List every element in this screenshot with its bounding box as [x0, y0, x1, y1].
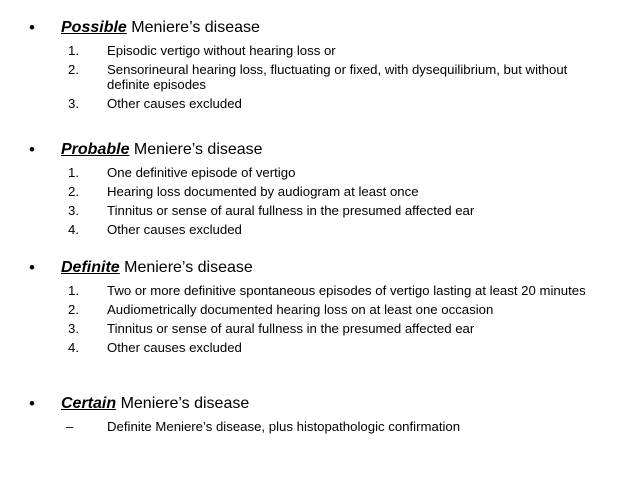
heading-rest: Meniere’s disease	[119, 259, 253, 276]
list-item-number: 3.	[68, 203, 79, 218]
list-item-number: 4.	[68, 222, 79, 237]
section-heading-line	[0, 393, 638, 415]
list-item-text: Other causes excluded	[107, 222, 242, 237]
bullet-icon: •	[29, 140, 35, 159]
list-item-number: 3.	[68, 96, 79, 111]
heading-keyword: Possible	[61, 19, 127, 36]
list-item-text: Audiometrically documented hearing loss on at least one occasion	[107, 302, 494, 317]
list-item-number: 2.	[68, 302, 79, 317]
list-item	[0, 222, 638, 237]
list-item-text: Hearing loss documented by audiogram at least once	[107, 184, 419, 199]
list-item	[0, 165, 638, 180]
section-certain	[0, 393, 638, 438]
list-item	[0, 62, 638, 92]
list-item-text: One definitive episode of vertigo	[107, 165, 296, 180]
list-item	[0, 302, 638, 317]
section-heading	[61, 17, 260, 39]
heading-rest: Meniere’s disease	[129, 141, 263, 158]
list-item	[0, 184, 638, 199]
section-heading	[61, 393, 249, 415]
list-item-number: 1.	[68, 283, 79, 298]
criteria-list	[0, 283, 638, 355]
list-item	[0, 419, 638, 434]
list-item-text: Sensorineural hearing loss, fluctuating or fixed, with dysequilibrium, but without definite episodes	[107, 62, 568, 92]
list-item	[0, 340, 638, 355]
criteria-list	[0, 419, 638, 434]
list-item-text: Definite Meniere’s disease, plus histopathologic confirmation	[107, 419, 461, 434]
list-item	[0, 283, 638, 298]
section-heading	[61, 139, 263, 161]
list-item-number: 4.	[68, 340, 79, 355]
list-item-text: Episodic vertigo without hearing loss or	[107, 43, 336, 58]
list-item-number: 2.	[68, 184, 79, 199]
heading-keyword: Certain	[61, 395, 117, 412]
list-item-text: Other causes excluded	[107, 96, 242, 111]
section-heading	[61, 257, 253, 279]
section-heading-line	[0, 17, 638, 39]
heading-rest: Meniere’s disease	[126, 19, 260, 36]
heading-keyword: Definite	[61, 259, 120, 276]
list-item-text: Tinnitus or sense of aural fullness in the presumed affected ear	[107, 203, 475, 218]
list-item-text: Two or more definitive spontaneous episodes of vertigo lasting at least 20 minutes	[107, 283, 586, 298]
section-possible	[0, 17, 638, 115]
list-item-number: 3.	[68, 321, 79, 336]
list-item-number: 1.	[68, 165, 79, 180]
list-item	[0, 321, 638, 336]
criteria-list	[0, 165, 638, 237]
bullet-icon: •	[29, 258, 35, 277]
section-heading-line	[0, 257, 638, 279]
list-item-number: 2.	[68, 62, 79, 77]
heading-keyword: Probable	[61, 141, 130, 158]
section-definite	[0, 257, 638, 359]
list-item	[0, 43, 638, 58]
list-item	[0, 96, 638, 111]
section-probable	[0, 139, 638, 241]
section-heading-line	[0, 139, 638, 161]
list-item-text: Tinnitus or sense of aural fullness in the presumed affected ear	[107, 321, 475, 336]
criteria-list	[0, 43, 638, 111]
list-item-dash: –	[66, 419, 74, 434]
bullet-icon: •	[29, 394, 35, 413]
list-item	[0, 203, 638, 218]
list-item-number: 1.	[68, 43, 79, 58]
heading-rest: Meniere’s disease	[116, 395, 250, 412]
list-item-text: Other causes excluded	[107, 340, 242, 355]
bullet-icon: •	[29, 18, 35, 37]
